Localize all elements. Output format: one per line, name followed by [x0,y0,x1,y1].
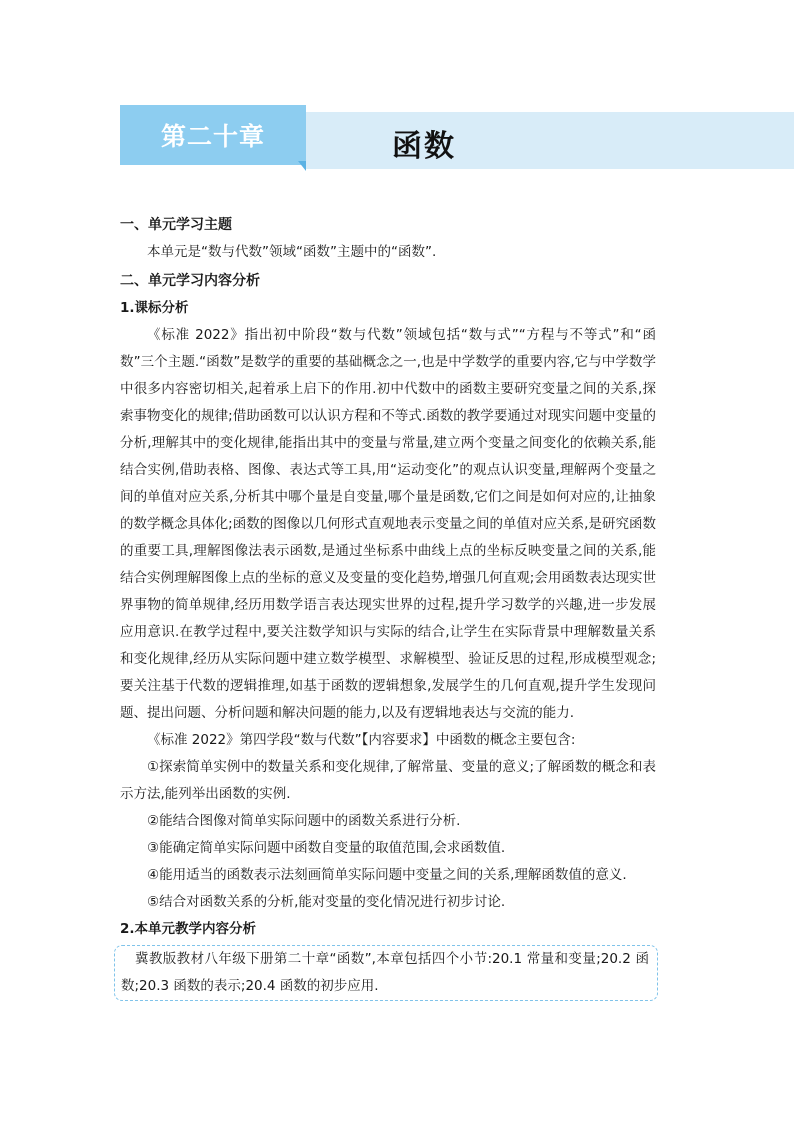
section-2-heading: 二、单元学习内容分析 [120,273,260,289]
banner-fold-decoration [298,161,306,171]
section-1-heading: 一、单元学习主题 [120,217,232,233]
curriculum-analysis-paragraph: 《标准 2022》指出初中阶段“数与代数”领域包括“数与式”“方程与不等式”和“函数”三个主题.“函数”是数学的重要的基础概念之一,也是中学数学的重要内容,它与中学数学中很多内容密切相关,起着承上启下的作用.初中代数中的函数主要研究变量之间的关系,探索事物变化的规律;借助函数可以认识方程和不等式.函数的教学要通过对现实问题中变量的分析,理解其中的变化规律,能指出其中的变量与常量,建立两个变量之间变化的依赖关系,能结合实例,借助表格、图像、表达式等工具,用“运动变化”的观点认识变量,理解两个变量之间的单值对应关系,分析其中哪个量是自变量,哪个量是函数,它们之间是如何对应的,让抽象的数学概念具体化;函数的图像以几何形式直观地表示变量之间的单值对应关系,是研究函数的重要工具,理解图像法表示函数,是通过坐标系中曲线上点的坐标反映变量之间的关系,能结合实例理解图像上点的坐标的意义及变量的变化趋势,增强几何直观;会用函数表达现实世界事物的简单规律,经历用数学语言表达现实世界的过程,提升学习数学的兴趣,进一步发展应用意识.在教学过程中,要关注数学知识与实际的结合,让学生在实际背景中理解数量关系和变化规律,经历从实际问题中建立数学模型、求解模型、验证反思的过程,形成模型观念;要关注基于代数的逻辑推理,如基于函数的逻辑想象,发展学生的几何直观,提升学生发现问题、提出问题、分析问题和解决问题的能力,以及有逻辑地表达与交流的能力. [120,327,656,721]
chapter-label: 第二十章 [120,105,306,165]
chapter-banner [120,105,794,171]
list-item: ①探索简单实例中的数量关系和变化规律,了解常量、变量的意义;了解函数的概念和表示方法,能列举出函数的实例. [120,759,656,802]
banner-title-band [306,112,794,169]
unit-content-box: 冀教版教材八年级下册第二十章“函数”,本章包括四个小节:20.1 常量和变量;20.2 函数;20.3 函数的表示;20.4 函数的初步应用. [114,945,658,1001]
list-item: ③能确定简单实际问题中函数自变量的取值范围,会求函数值. [147,840,506,856]
subsection-1-heading: 1.课标分析 [120,300,189,316]
chapter-title: 函数 [392,129,456,164]
subsection-2-heading: 2.本单元教学内容分析 [120,921,257,937]
content-requirements-intro: 《标准 2022》第四学段“数与代数”【内容要求】中函数的概念主要包含: [147,732,576,748]
document-body [120,210,656,1001]
section-1-text: 本单元是“数与代数”领域“函数”主题中的“函数”. [147,244,437,260]
list-item: ⑤结合对函数关系的分析,能对变量的变化情况进行初步讨论. [147,894,506,910]
list-item: ④能用适当的函数表示法刻画简单实际问题中变量之间的关系,理解函数值的意义. [147,867,627,883]
requirements-list [120,754,656,916]
list-item: ②能结合图像对简单实际问题中的函数关系进行分析. [147,813,461,829]
